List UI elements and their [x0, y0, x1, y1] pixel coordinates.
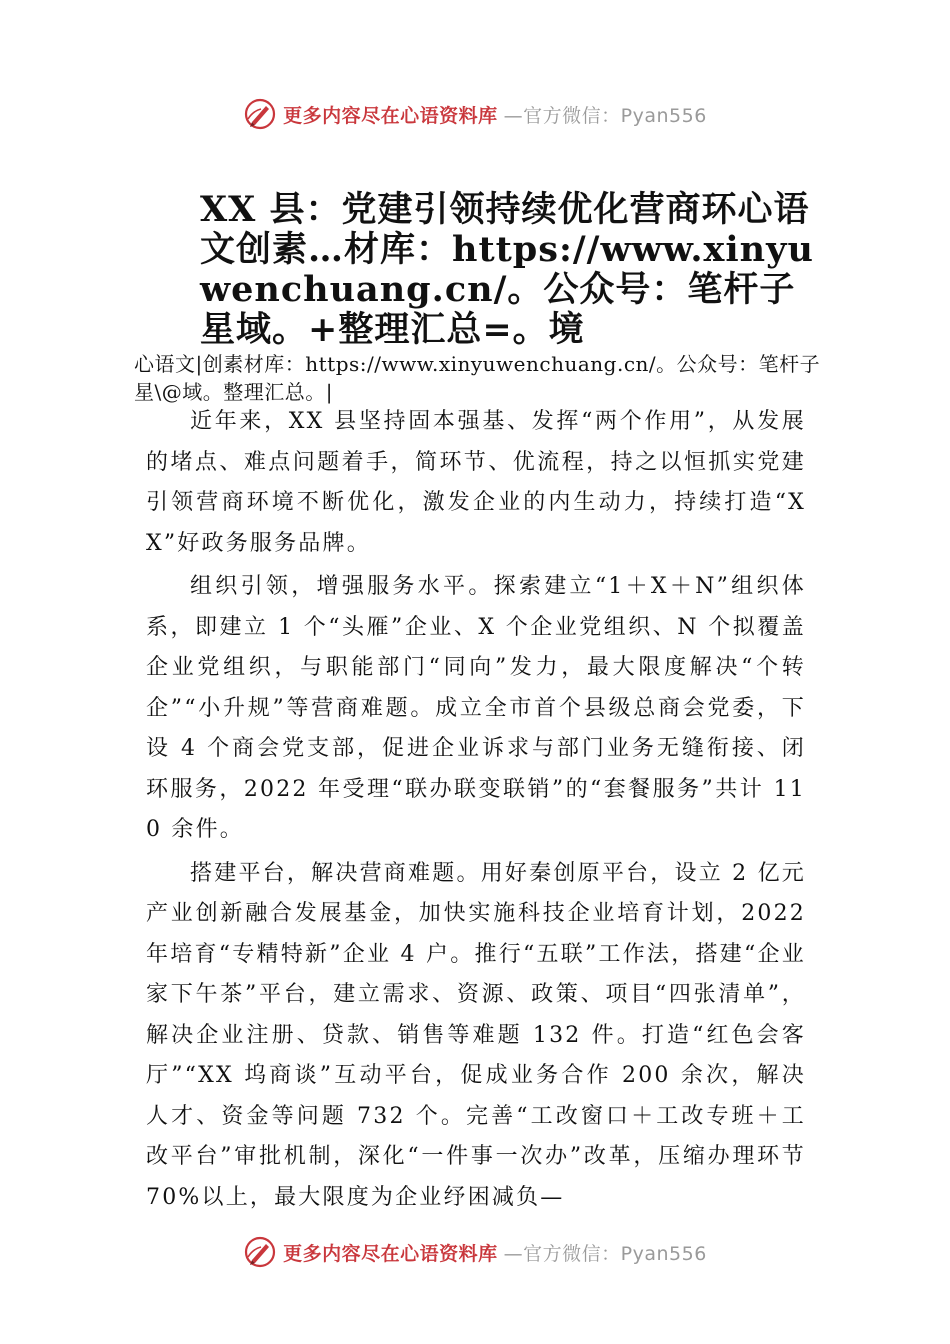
banner-title: 更多内容尽在心语资料库	[283, 1242, 498, 1265]
document-title: XX 县：党建引领持续优化营商环心语文创素…材库：https://www.xinyuwenchuang.cn/。公众号：笔杆子星域。+整理汇总=。境	[200, 189, 814, 350]
paragraph-platform: 搭建平台，解决营商难题。用好秦创原平台，设立 2 亿元产业创新融合发展基金，加快实施科技企业培育计划，2022 年培育“专精特新”企业 4 户。推行“五联”工作法，搭建“企业家下午茶”平台，建立需求、资源、政策、项目“四张清单”，解决企业注册、贷款、销售等难题 132 件。打造“红色会客厅”“XX 坞商谈”互动平台，促成业务合作 200 余次，解决人才、资金等问题 732 个。完善“工改窗口＋工改专班＋工改平台”审批机制，深化“一件事一次办”改革，压缩办理环节 70%以上，最大限度为企业纾困减负—	[146, 860, 806, 1210]
banner-title: 更多内容尽在心语资料库	[283, 104, 498, 127]
banner-wechat: —官方微信：Pyan556	[503, 1242, 707, 1265]
paragraph-intro: 近年来，XX 县坚持固本强基、发挥“两个作用”，从发展的堵点、难点问题着手，简环节、优流程，持之以恒抓实党建引领营商环境不断优化，激发企业的内生动力，持续打造“XX”好政务服务品牌。	[146, 409, 806, 556]
pen-logo-icon	[243, 97, 277, 131]
header-banner	[0, 94, 950, 134]
paragraph-organization: 组织引领，增强服务水平。探索建立“1＋X＋N”组织体系，即建立 1 个“头雁”企业、X 个企业党组织、N 个拟覆盖企业党组织，与职能部门“同向”发力，最大限度解决“个转企”“小升规”等营商难题。成立全市首个县级总商会党委，下设 4 个商会党支部，促进企业诉求与部门业务无缝衔接、闭环服务，2022 年受理“联办联变联销”的“套餐服务”共计 110 余件。	[146, 574, 806, 842]
banner-wechat: —官方微信：Pyan556	[503, 104, 707, 127]
document-body	[146, 402, 806, 1221]
pen-logo-icon	[243, 1235, 277, 1269]
source-line: 心语文|创素材库：https://www.xinyuwenchuang.cn/。公众号：笔杆子星\@域。整理汇总。|	[134, 352, 821, 404]
footer-banner	[0, 1232, 950, 1272]
